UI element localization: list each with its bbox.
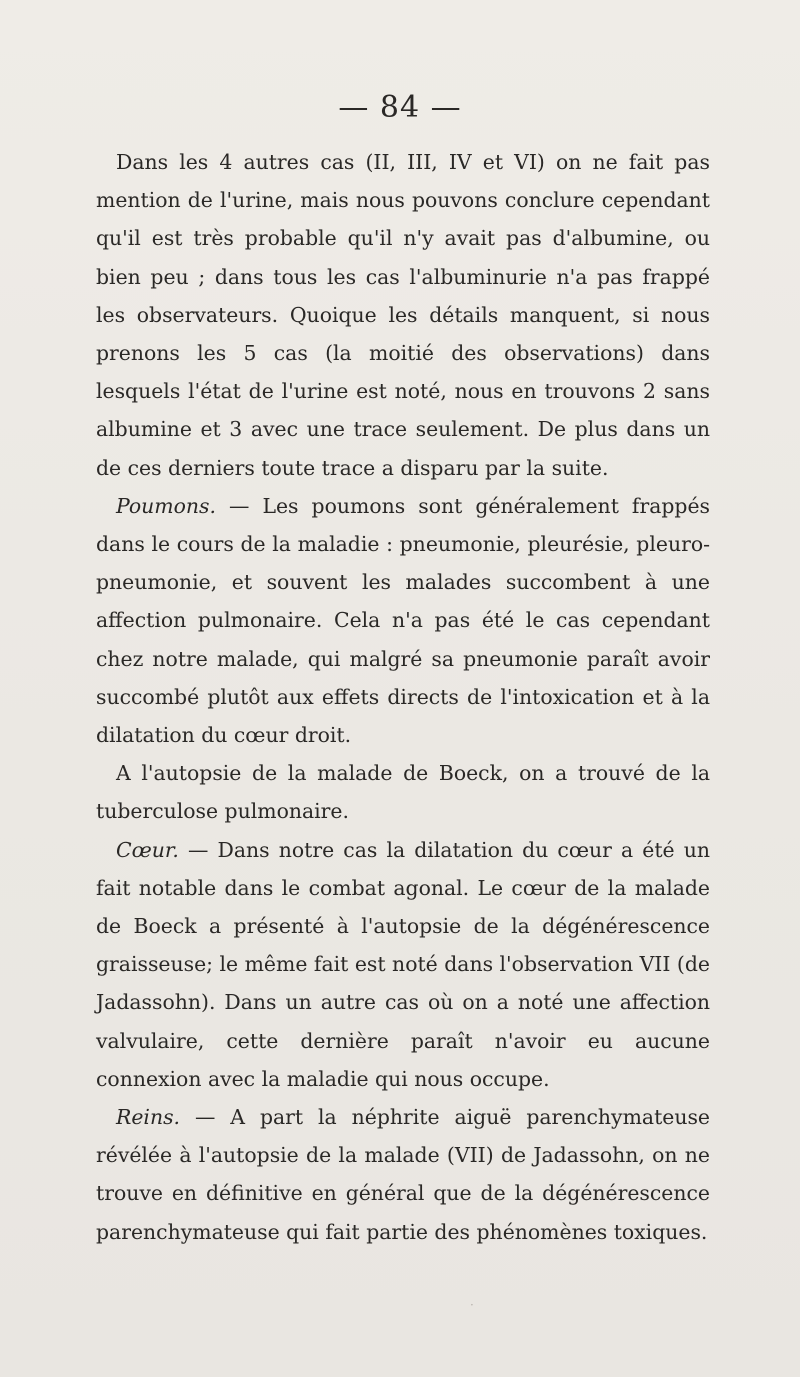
paragraph-text: — Dans notre cas la dilatation du cœur a été un fait notable dans le combat agonal. Le cœur de la malade de Boeck a présenté à l'autopsie de la dégénérescence graisseuse; le même fait est noté dans l'observation VII (de Jadassohn). Dans un autre cas où on a noté une affection valvulaire, cette dernière paraît n'avoir eu aucune connexion avec la maladie qui nous occupe. <box>96 837 710 1091</box>
paragraph-text: A l'autopsie de la malade de Boeck, on a trouvé de la tuberculose pulmonaire. <box>96 761 710 824</box>
body-text <box>96 143 710 1251</box>
section-heading-reins: Reins. <box>116 1105 181 1130</box>
section-heading-coeur: Cœur. <box>116 837 179 862</box>
section-heading-poumons: Poumons. <box>116 493 216 518</box>
paragraph-text: — A part la néphrite aiguë parenchymateuse révélée à l'autopsie de la malade (VII) de Jadassohn, on ne trouve en définitive en général que de la dégénérescence parenchymateuse qui fait partie des phénomènes toxiques. <box>96 1105 710 1244</box>
paragraph-poumons <box>96 487 710 754</box>
paragraph-text: Dans les 4 autres cas (II, III, IV et VI) on ne fait pas mention de l'urine, mais nous pouvons conclure cependant qu'il est très probable qu'il n'y avait pas d'albumine, ou bien peu ; dans tous les cas l'albuminurie n'a pas frappé les observateurs. Quoique les détails manquent, si nous prenons les 5 cas (la moitié des observations) dans lesquels l'état de l'urine est noté, nous en trouvons 2 sans albumine et 3 avec une trace seulement. De plus dans un de ces derniers toute trace a disparu par la suite. <box>96 150 710 480</box>
paper-speck-mark: · <box>470 1298 474 1312</box>
paragraph-autopsie <box>96 754 710 830</box>
paragraph-reins <box>96 1098 710 1251</box>
paragraph-coeur <box>96 831 710 1098</box>
page-number: — 84 — <box>338 90 462 125</box>
paragraph-urine <box>96 143 710 487</box>
paragraph-text: — Les poumons sont généralement frappés dans le cours de la maladie : pneumonie, pleurésie, pleuro-pneumonie, et souvent les malades succombent à une affection pulmonaire. Cela n'a pas été le cas cependant chez notre malade, qui malgré sa pneumonie paraît avoir succombé plutôt aux effets directs de l'intoxication et à la dilatation du cœur droit. <box>96 493 710 748</box>
